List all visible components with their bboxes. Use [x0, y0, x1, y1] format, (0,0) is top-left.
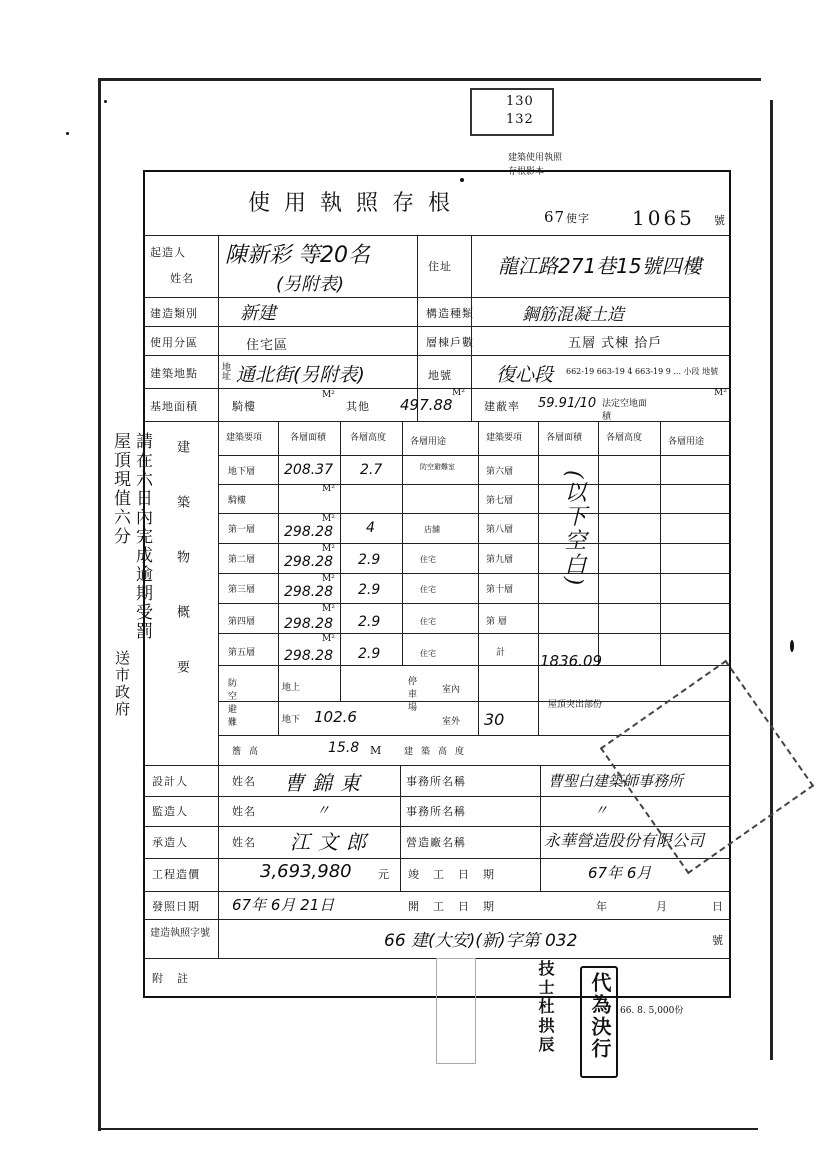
site-label: 建築地點	[150, 367, 198, 380]
row-line	[143, 858, 731, 859]
right-row-name: 第九層	[486, 555, 514, 565]
row-line	[143, 388, 731, 389]
col-line	[471, 235, 472, 421]
row-line	[218, 543, 731, 544]
side-note-col3: 送市政府	[113, 650, 131, 718]
supervisor-label: 監造人	[152, 805, 188, 818]
m2-unit: M²	[714, 388, 727, 398]
right-row-name: 第六層	[486, 467, 514, 477]
site-lot-label: 地號	[428, 369, 452, 382]
eave-value: 15.8	[328, 740, 360, 756]
designer-office: 曹聖白建築師事務所	[548, 772, 684, 790]
cost-value: 3,693,980	[260, 861, 352, 882]
top-tab	[470, 88, 554, 136]
m2-unit: M²	[322, 484, 335, 494]
col-line	[402, 421, 403, 665]
page-title: 使用執照存根	[248, 191, 465, 216]
row-line	[143, 919, 731, 920]
license-number: 1065	[632, 206, 695, 230]
header-stamp-1: 建築使用執照	[508, 153, 563, 163]
license-char: 使字	[566, 212, 590, 225]
designer-name-label: 姓名	[232, 775, 256, 788]
col-line	[538, 421, 539, 735]
m2-unit: M²	[322, 634, 335, 644]
m2-unit: M²	[322, 604, 335, 614]
bottom-edge-line	[98, 1128, 758, 1130]
permit-tail: 號	[712, 934, 724, 947]
left-row-area: 298.28	[284, 524, 333, 540]
table-section-label: 建築物概要	[174, 440, 189, 715]
m2-unit: M²	[322, 574, 335, 584]
m2-unit: M²	[322, 514, 335, 524]
left-row-area: 298.28	[284, 554, 333, 570]
left-row-height: 2.9	[358, 646, 381, 662]
right-edge-line	[770, 100, 773, 1060]
speck	[66, 132, 69, 135]
side-note-col1: 屋頂現值六分	[110, 432, 130, 546]
row-line	[143, 235, 731, 236]
right-note: (以下空白)	[561, 470, 586, 588]
shelter-label: 防空避難	[228, 679, 248, 728]
left-row-area: 298.28	[284, 648, 333, 664]
speck	[460, 178, 464, 182]
eave-label: 簷高	[232, 747, 267, 757]
designer-label: 設計人	[152, 775, 188, 788]
builder-sublabel: 姓名	[170, 272, 194, 285]
permit-value: 66 建(大安)(新)字第 032	[384, 931, 578, 951]
supervisor-name-label: 姓名	[232, 805, 256, 818]
left-row-use: 住宅	[420, 585, 436, 594]
header-height: 各層高度	[350, 433, 387, 443]
designer-office-label: 事務所名稱	[406, 775, 466, 788]
row-line	[218, 455, 731, 456]
speck	[790, 640, 794, 652]
site-area-label: 基地面積	[150, 400, 198, 413]
coverage-value: 59.91/10	[538, 396, 597, 411]
site-lot-value: 復心段	[496, 364, 554, 386]
right-row-name: 第七層	[486, 496, 514, 506]
header-item: 建築要項	[226, 433, 263, 443]
left-row-area: 298.28	[284, 616, 333, 632]
right-row-name: 第 層	[486, 617, 507, 627]
eave-unit: M	[370, 744, 382, 757]
row-line	[218, 573, 731, 574]
start-date-label: 開工日期	[408, 900, 508, 913]
proxy-stamp	[580, 966, 618, 1078]
left-row-name: 第五層	[228, 648, 256, 658]
building-type-label: 建造類別	[150, 307, 198, 320]
left-row-name: 第二層	[228, 555, 256, 565]
row-line	[218, 484, 731, 485]
use-zone-value: 住宅區	[246, 338, 289, 353]
building-type-value: 新建	[240, 303, 276, 324]
left-row-use: 住宅	[420, 555, 436, 564]
m2-unit: M²	[322, 390, 335, 400]
right-row-name: 第八層	[486, 525, 514, 535]
parking-indoor: 室內	[442, 685, 461, 695]
watermark-stamp	[436, 958, 476, 1064]
contractor-firm-label: 營造廠名稱	[406, 836, 466, 849]
m2-unit: M²	[452, 388, 465, 398]
supervisor-name: 〃	[316, 803, 330, 819]
row-line	[218, 633, 731, 634]
legal-label: 法定空地面積	[602, 399, 648, 422]
col-line	[417, 235, 418, 421]
row-line	[218, 513, 731, 514]
header-use: 各層用途	[410, 437, 447, 447]
row-line	[143, 326, 731, 327]
left-row-use: 住宅	[420, 617, 436, 626]
other-label: 其他	[346, 400, 370, 413]
row-line	[143, 355, 731, 356]
side-note-col2: 請在六日內完成逾期受罰	[132, 432, 152, 641]
left-row-height: 2.7	[360, 462, 383, 478]
arcade-label: 騎樓	[232, 400, 256, 413]
left-row-name: 騎樓	[228, 496, 247, 506]
left-row-height: 2.9	[358, 582, 381, 598]
left-row-name: 第一層	[228, 525, 256, 535]
proxy-stamp-text: 代為決行	[588, 972, 612, 1060]
col-line	[660, 421, 661, 665]
col-line	[400, 765, 401, 891]
tab-number-1: 130	[506, 94, 534, 109]
col-line	[218, 235, 219, 958]
left-row-name: 地下層	[228, 467, 256, 477]
designer-name: 曹錦東	[284, 771, 368, 795]
col-line	[598, 421, 599, 665]
total-value: 1836.09	[540, 652, 603, 670]
contractor-name: 江文郎	[290, 830, 374, 854]
license-suffix: 號	[714, 214, 726, 227]
site-addr-label: 地址	[220, 362, 230, 380]
completion-value: 67年 6月	[588, 864, 652, 882]
site-lot-detail: 662-19 663-19 4 663-19 9 ... 小段 地號	[566, 367, 719, 376]
structure-label: 構造種類	[426, 307, 474, 320]
supervisor-office: 〃	[594, 803, 608, 819]
left-row-height: 4	[366, 520, 375, 536]
use-zone-label: 使用分區	[150, 336, 198, 349]
builder-value: 陳新彩 等20名	[225, 243, 370, 268]
col-line	[278, 421, 279, 735]
row-line	[143, 826, 731, 827]
header-area: 各層面積	[290, 433, 327, 443]
builder-value2: (另附表)	[276, 274, 345, 295]
start-year: 年	[596, 900, 608, 913]
header-stamp-2: 存根影本	[508, 167, 545, 177]
row-line	[143, 297, 731, 298]
shelter-below-value: 102.6	[314, 708, 357, 726]
col-line	[340, 421, 341, 701]
right-row-name: 第十層	[486, 585, 514, 595]
col-line	[478, 421, 479, 735]
cost-unit: 元	[378, 868, 390, 881]
left-row-area: 208.37	[284, 462, 333, 478]
issue-date-value: 67年 6月 21日	[232, 896, 335, 914]
start-month: 月	[656, 900, 668, 913]
header-area-right: 各層面積	[546, 433, 583, 443]
cost-label: 工程造價	[152, 868, 200, 881]
address-value: 龍江路271巷15號四樓	[498, 254, 702, 278]
row-line	[143, 891, 731, 892]
builder-label: 起造人	[150, 246, 186, 259]
parking-outdoor-value: 30	[484, 710, 505, 729]
roof-label: 屋頂突出部份	[548, 700, 603, 710]
m2-unit: M²	[322, 544, 335, 554]
parking-label: 停車場	[408, 677, 418, 713]
other-value: 497.88	[400, 396, 453, 414]
left-row-height: 2.9	[358, 614, 381, 630]
building-height-label: 建築高度	[404, 747, 473, 757]
tech-stamp: 技士杜拱辰	[536, 960, 555, 1055]
header-item-right: 建築要項	[486, 433, 523, 443]
right-row-name: 計	[496, 648, 506, 658]
parking-outdoor: 室外	[442, 717, 461, 727]
license-year: 67	[544, 208, 566, 226]
completion-label: 竣工日期	[408, 868, 508, 881]
left-row-use: 防空避難室	[420, 463, 455, 471]
supervisor-office-label: 事務所名稱	[406, 805, 466, 818]
row-line	[218, 701, 731, 702]
address-label: 住址	[428, 260, 452, 273]
left-row-use: 店舖	[424, 525, 440, 534]
col-line	[540, 765, 541, 891]
header-height-right: 各層高度	[606, 433, 643, 443]
contractor-name-label: 姓名	[232, 836, 256, 849]
tab-number-2: 132	[506, 112, 534, 127]
structure-value: 鋼筋混凝土造	[522, 305, 624, 325]
left-row-name: 第四層	[228, 617, 256, 627]
floors-value: 五層 式棟 拾戶	[568, 336, 663, 351]
shelter-above: 地上	[282, 683, 301, 693]
shelter-below: 地下	[282, 715, 301, 725]
left-row-use: 住宅	[420, 649, 436, 658]
contractor-label: 承造人	[152, 836, 188, 849]
speck	[104, 100, 107, 103]
row-line	[218, 665, 731, 666]
coverage-label: 建蔽率	[484, 400, 520, 413]
row-line	[218, 603, 731, 604]
left-row-area: 298.28	[284, 584, 333, 600]
contractor-firm: 永華營造股份有限公司	[544, 831, 705, 850]
left-row-name: 第三層	[228, 585, 256, 595]
remarks-label: 附註	[152, 972, 202, 985]
site-addr-value: 通北街(另附表)	[236, 364, 365, 386]
start-day: 日	[712, 900, 724, 913]
header-use-right: 各層用途	[668, 437, 705, 447]
left-row-height: 2.9	[358, 552, 381, 568]
floors-label: 層棟戶數	[426, 336, 474, 349]
footer-print-note: 66. 8. 5,000份	[620, 1006, 684, 1016]
issue-date-label: 發照日期	[152, 900, 200, 913]
permit-label: 建造執照字號	[150, 928, 210, 939]
